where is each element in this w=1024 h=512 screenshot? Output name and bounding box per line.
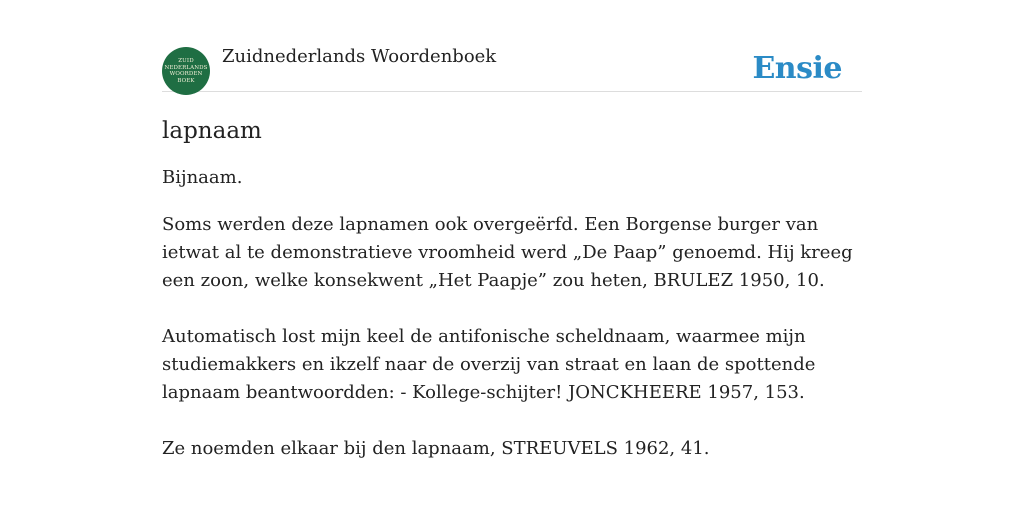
definition: Bijnaam. (162, 167, 243, 188)
dictionary-title-link[interactable]: Zuidnederlands Woordenboek (222, 46, 497, 67)
logo-text-line: NEDERLANDS (164, 64, 208, 71)
headword: lapnaam (162, 118, 262, 144)
logo-text-line: WOORDEN (169, 71, 203, 77)
dictionary-entry-card (162, 40, 862, 491)
quote-item: Automatisch lost mijn keel de antifonische scheldnaam, waarmee mijn studiemakkers en ikzelf naar de overzij van straat en laan de spottende lapnaam beantwoordden: - Kollege-schijter! JONCKHEERE 1957, 153. (162, 326, 816, 403)
header (162, 40, 862, 92)
quote-item: Soms werden deze lapnamen ook overgeërfd. Een Borgense burger van ietwat al te demonstratieve vroomheid werd „De Paap” genoemd. Hij kreeg een zoon, welke konsekwent „Het Paapje” zou heten, BRULEZ 1950, 10. (162, 214, 853, 291)
logo-text-line: ZUID (178, 58, 194, 64)
ensie-brand-logo[interactable]: Ensie (752, 51, 842, 86)
logo-text-line: BOEK (177, 77, 195, 84)
dictionary-logo[interactable] (162, 47, 210, 95)
quotes-list (162, 211, 862, 463)
quote-item: Ze noemden elkaar bij den lapnaam, STREUVELS 1962, 41. (162, 438, 710, 459)
